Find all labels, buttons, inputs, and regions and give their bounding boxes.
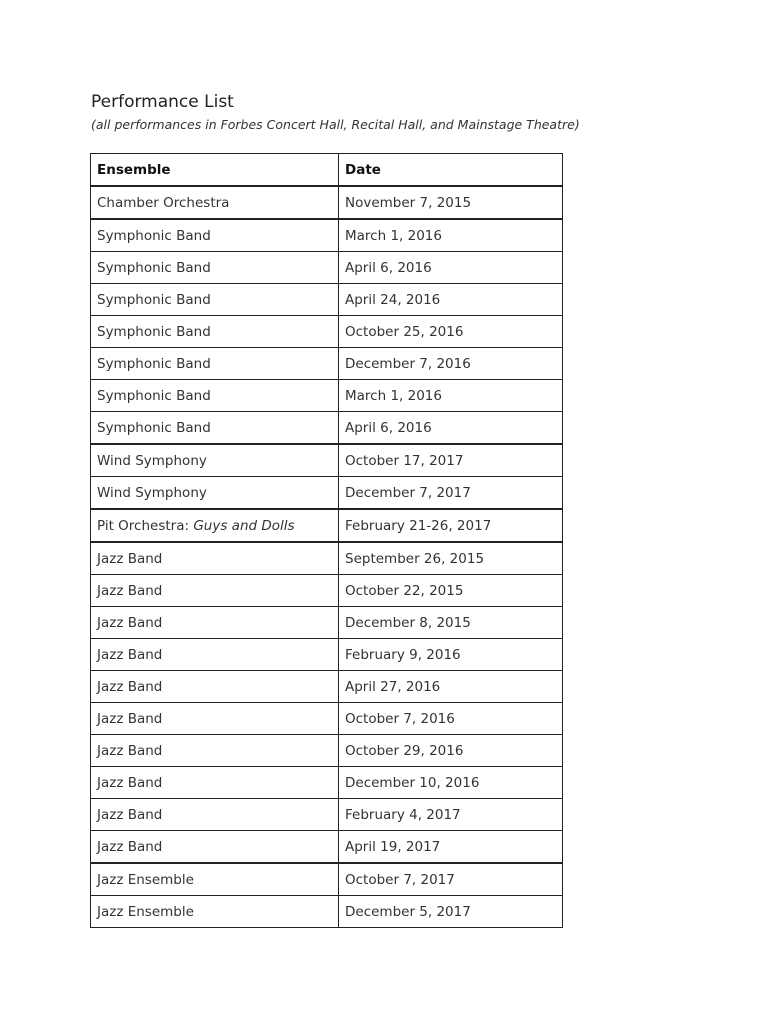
- ensemble-name: Symphonic Band: [97, 419, 211, 436]
- date-cell: December 7, 2016: [339, 348, 563, 380]
- ensemble-name: Jazz Ensemble: [97, 903, 194, 920]
- ensemble-cell: [91, 671, 339, 703]
- ensemble-cell: [91, 219, 339, 252]
- page-subtitle: (all performances in Forbes Concert Hall, Recital Hall, and Mainstage Theatre): [91, 117, 580, 132]
- ensemble-name: Symphonic Band: [97, 291, 211, 308]
- ensemble-cell: [91, 831, 339, 864]
- ensemble-cell: [91, 316, 339, 348]
- date-cell: March 1, 2016: [339, 219, 563, 252]
- table-row: [91, 767, 563, 799]
- date-cell: October 7, 2016: [339, 703, 563, 735]
- ensemble-cell: [91, 607, 339, 639]
- date-cell: October 25, 2016: [339, 316, 563, 348]
- ensemble-name: Jazz Band: [97, 806, 163, 823]
- table-row: [91, 477, 563, 510]
- date-cell: December 7, 2017: [339, 477, 563, 510]
- ensemble-name: Jazz Ensemble: [97, 871, 194, 888]
- performance-table: [90, 153, 563, 928]
- ensemble-name: Jazz Band: [97, 614, 163, 631]
- ensemble-name: Jazz Band: [97, 550, 163, 567]
- ensemble-cell: [91, 509, 339, 542]
- date-cell: October 29, 2016: [339, 735, 563, 767]
- ensemble-cell: [91, 767, 339, 799]
- date-cell: October 17, 2017: [339, 444, 563, 477]
- ensemble-name: Wind Symphony: [97, 484, 207, 501]
- table-row: [91, 348, 563, 380]
- table-row: [91, 542, 563, 575]
- table-row: [91, 316, 563, 348]
- table-row: [91, 799, 563, 831]
- date-cell: December 10, 2016: [339, 767, 563, 799]
- table-row: [91, 380, 563, 412]
- ensemble-name: Wind Symphony: [97, 452, 207, 469]
- ensemble-name: Jazz Band: [97, 678, 163, 695]
- ensemble-name: Chamber Orchestra: [97, 194, 230, 211]
- date-cell: February 4, 2017: [339, 799, 563, 831]
- table-body: [91, 186, 563, 928]
- ensemble-name: Pit Orchestra:: [97, 517, 194, 534]
- ensemble-cell: [91, 348, 339, 380]
- date-column-header: Date: [339, 154, 563, 187]
- ensemble-name: Symphonic Band: [97, 259, 211, 276]
- ensemble-name: Symphonic Band: [97, 227, 211, 244]
- table-row: [91, 863, 563, 896]
- date-cell: February 9, 2016: [339, 639, 563, 671]
- ensemble-cell: [91, 799, 339, 831]
- ensemble-name: Symphonic Band: [97, 387, 211, 404]
- date-cell: October 22, 2015: [339, 575, 563, 607]
- ensemble-name: Jazz Band: [97, 838, 163, 855]
- ensemble-cell: [91, 186, 339, 219]
- ensemble-name: Jazz Band: [97, 646, 163, 663]
- table-row: [91, 219, 563, 252]
- ensemble-cell: [91, 896, 339, 928]
- date-cell: September 26, 2015: [339, 542, 563, 575]
- table-row: [91, 831, 563, 864]
- ensemble-cell: [91, 575, 339, 607]
- ensemble-name: Jazz Band: [97, 582, 163, 599]
- ensemble-cell: [91, 542, 339, 575]
- ensemble-cell: [91, 252, 339, 284]
- ensemble-cell: [91, 477, 339, 510]
- date-cell: February 21-26, 2017: [339, 509, 563, 542]
- ensemble-cell: [91, 703, 339, 735]
- ensemble-column-header: Ensemble: [91, 154, 339, 187]
- date-cell: April 27, 2016: [339, 671, 563, 703]
- table-row: [91, 186, 563, 219]
- ensemble-cell: [91, 412, 339, 445]
- ensemble-cell: [91, 639, 339, 671]
- date-cell: November 7, 2015: [339, 186, 563, 219]
- table-row: [91, 607, 563, 639]
- table-row: [91, 252, 563, 284]
- ensemble-cell: [91, 735, 339, 767]
- date-cell: March 1, 2016: [339, 380, 563, 412]
- ensemble-name: Jazz Band: [97, 710, 163, 727]
- ensemble-cell: [91, 284, 339, 316]
- table-row: [91, 671, 563, 703]
- ensemble-name: Jazz Band: [97, 774, 163, 791]
- ensemble-cell: [91, 380, 339, 412]
- date-cell: April 6, 2016: [339, 412, 563, 445]
- table-row: [91, 444, 563, 477]
- ensemble-name: Symphonic Band: [97, 323, 211, 340]
- date-cell: October 7, 2017: [339, 863, 563, 896]
- table-row: [91, 412, 563, 445]
- table-row: [91, 735, 563, 767]
- ensemble-name: Jazz Band: [97, 742, 163, 759]
- table-row: [91, 575, 563, 607]
- table-row: [91, 703, 563, 735]
- table-row: [91, 639, 563, 671]
- table-row: [91, 896, 563, 928]
- date-cell: April 6, 2016: [339, 252, 563, 284]
- page-title: Performance List: [91, 92, 234, 112]
- show-title: Guys and Dolls: [193, 517, 295, 534]
- ensemble-name: Symphonic Band: [97, 355, 211, 372]
- date-cell: April 24, 2016: [339, 284, 563, 316]
- ensemble-cell: [91, 863, 339, 896]
- table-header-row: [91, 154, 563, 187]
- ensemble-cell: [91, 444, 339, 477]
- date-cell: December 8, 2015: [339, 607, 563, 639]
- table-row: [91, 284, 563, 316]
- date-cell: April 19, 2017: [339, 831, 563, 864]
- date-cell: December 5, 2017: [339, 896, 563, 928]
- table-row: [91, 509, 563, 542]
